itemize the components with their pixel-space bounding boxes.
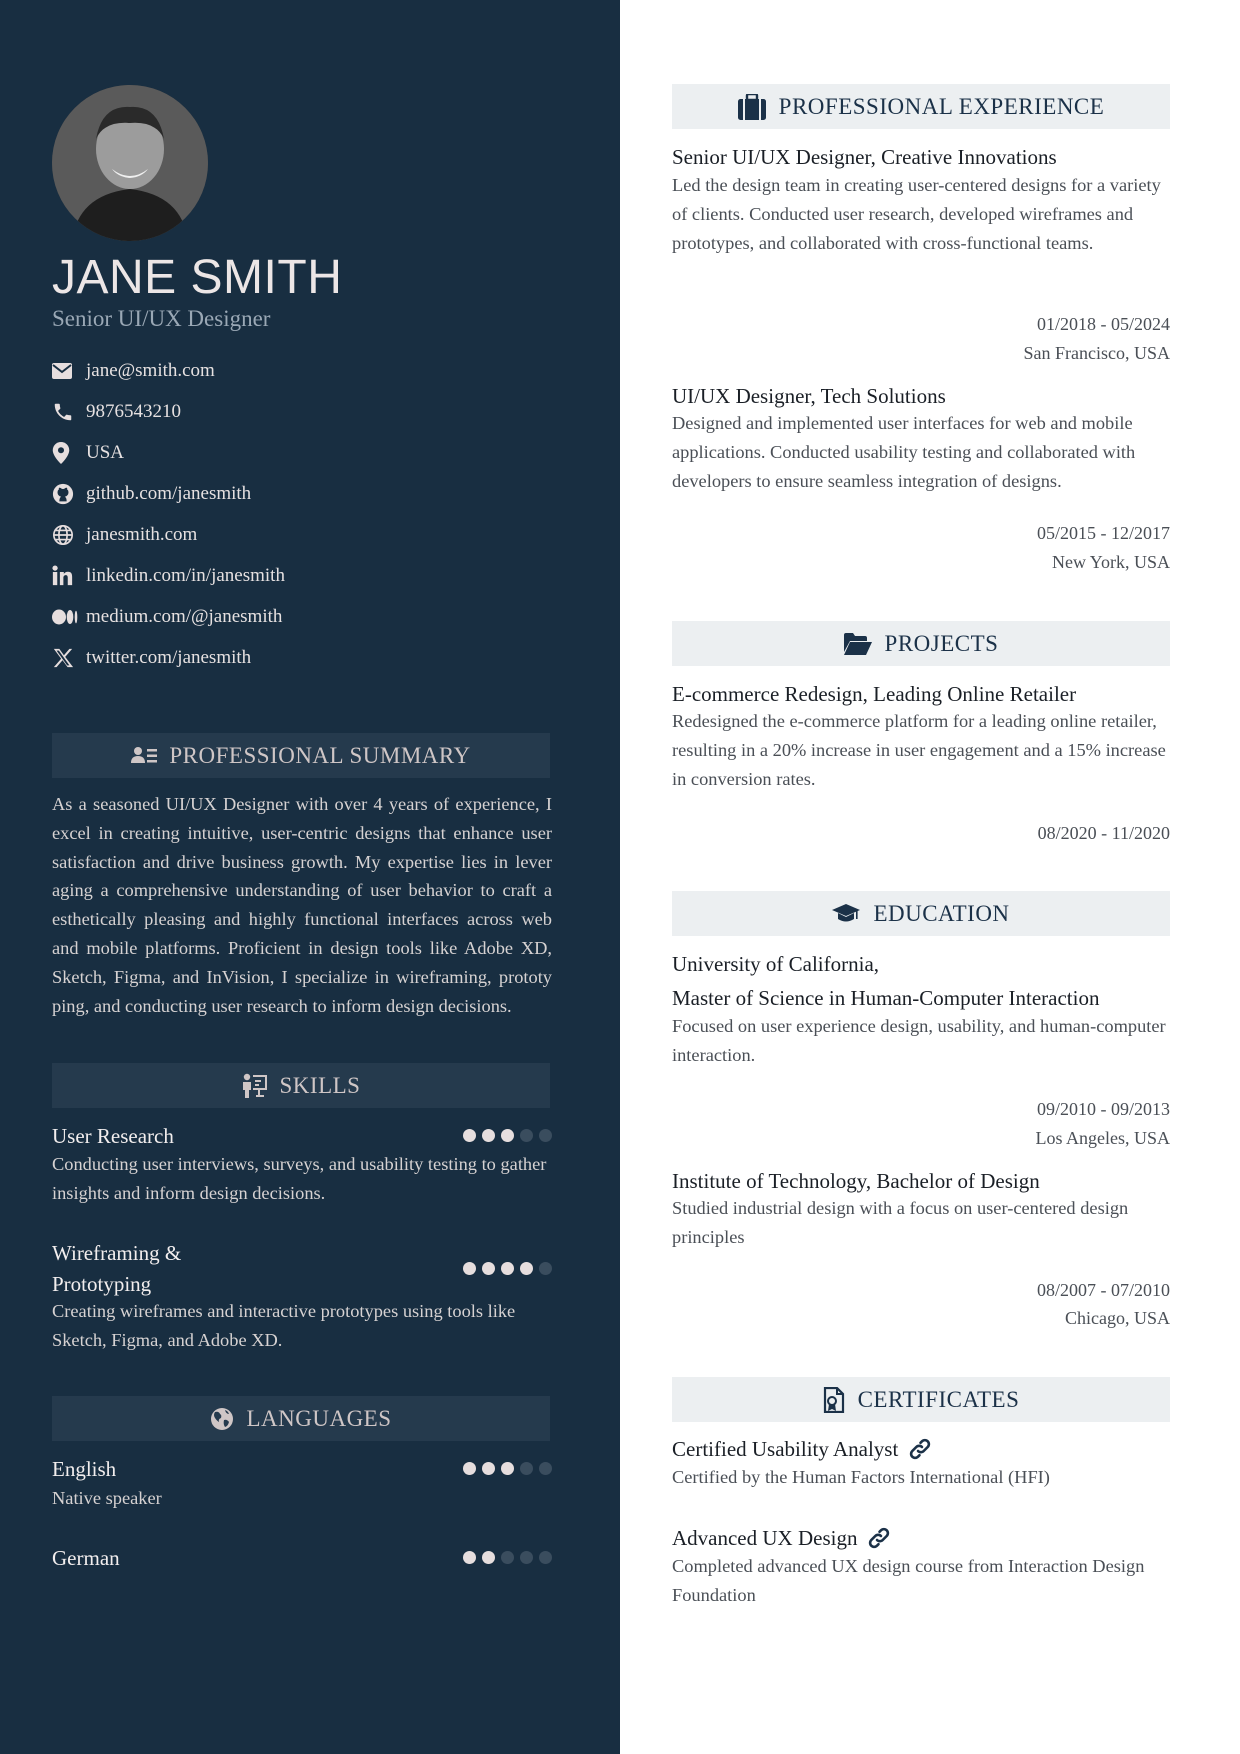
- experience-description: Led the design team in creating user-centered designs for a variety of clients. Conducted user research, developed wireframes and prototypes, and collaborated with cross-functional teams.: [672, 175, 1161, 253]
- briefcase-icon: [738, 94, 766, 120]
- languages-heading: [52, 1396, 550, 1441]
- project-dates: 08/2020 - 11/2020: [1037, 823, 1170, 843]
- education-title: Institute of Technology, Bachelor of Design: [672, 1169, 1040, 1193]
- experience-title: Senior UI/UX Designer, Creative Innovations: [672, 145, 1057, 169]
- rating-dot: [501, 1129, 514, 1142]
- contact-linkedin-text: linkedin.com/in/janesmith: [86, 564, 285, 586]
- link-icon[interactable]: [908, 1437, 932, 1461]
- link-icon[interactable]: [867, 1526, 891, 1550]
- education-description: Studied industrial design with a focus on user-centered design principles: [672, 1198, 1129, 1247]
- rating-dot: [539, 1262, 552, 1275]
- skill-description: Creating wireframes and interactive prototypes using tools like Sketch, Figma, and Adobe XD.: [52, 1301, 516, 1350]
- rating-dot: [539, 1462, 552, 1475]
- rating-dot: [520, 1462, 533, 1475]
- rating-dot: [463, 1262, 476, 1275]
- projects-heading: [672, 621, 1170, 666]
- language-name: English: [52, 1457, 117, 1481]
- education-location: Los Angeles, USA: [1035, 1128, 1170, 1148]
- contact-medium-text: medium.com/@janesmith: [86, 605, 283, 627]
- skill-name-line: Prototyping: [52, 1272, 152, 1296]
- linkedin-icon: [52, 564, 86, 588]
- rating-dot: [482, 1462, 495, 1475]
- project-description: Redesigned the e-commerce platform for a leading online retailer, resulting in a 20% increase in user engagement and a 15% increase in conversion rates.: [672, 711, 1166, 789]
- certificate-title: Certified Usability Analyst: [672, 1437, 899, 1461]
- user-card-icon: [131, 746, 157, 766]
- contact-website-text: janesmith.com: [86, 523, 198, 545]
- contact-github-text: github.com/janesmith: [86, 482, 252, 504]
- contact-twitter-text: twitter.com/janesmith: [86, 646, 252, 668]
- education-heading: [672, 891, 1170, 936]
- certificate-icon: [823, 1387, 845, 1413]
- certificates-heading: [672, 1377, 1170, 1422]
- education-location: Chicago, USA: [1065, 1308, 1170, 1328]
- languages-heading-text: LANGUAGES: [246, 1405, 392, 1431]
- education-description: Focused on user experience design, usability, and human-computer interaction.: [672, 1016, 1166, 1065]
- contact-phone[interactable]: [52, 391, 572, 432]
- contact-phone-text: 9876543210: [86, 400, 181, 422]
- graduation-cap-icon: [832, 904, 860, 924]
- contact-medium[interactable]: [52, 596, 572, 637]
- summary-text: As a seasoned UI/UX Designer with over 4 years of experience, I excel in creating intuitive, user-centric designs that enhance user satisfaction and drive business growth. My expertise lies in lever aging a comprehensive understanding of user behavior to craft a esthetically pleasing and highly functional interfaces across web and mobile platforms. Proficient in design tools like Adobe XD, Sketch, Figma, and InVision, I specialize in wireframing, prototy ping, and conducting user research to inform design decisions.: [52, 794, 552, 1016]
- phone-icon: [52, 400, 86, 424]
- experience-description: Designed and implemented user interfaces for web and mobile applications. Conducted usability testing and collaborated with developers to ensure seamless integration of designs.: [672, 413, 1136, 491]
- experience-dates: 01/2018 - 05/2024: [1037, 314, 1170, 334]
- education-dates: 09/2010 - 09/2013: [1037, 1099, 1170, 1119]
- globe-africa-icon: [210, 1407, 234, 1431]
- github-icon: [52, 482, 86, 506]
- contact-email[interactable]: [52, 350, 572, 391]
- contact-location-text: USA: [86, 441, 125, 463]
- contact-website[interactable]: [52, 514, 572, 555]
- contact-list: [52, 350, 572, 678]
- certificates-heading-text: CERTIFICATES: [857, 1386, 1020, 1412]
- contact-twitter[interactable]: [52, 637, 572, 678]
- certificate-title-row: [672, 1433, 932, 1465]
- rating-dot: [520, 1262, 533, 1275]
- skills-heading-text: SKILLS: [279, 1072, 361, 1098]
- location-icon: [52, 441, 86, 465]
- language-description: Native speaker: [52, 1488, 162, 1508]
- skill-name-line: Wireframing &: [52, 1241, 182, 1265]
- experience-heading: [672, 84, 1170, 129]
- mail-icon: [52, 359, 86, 383]
- education-dates: 08/2007 - 07/2010: [1037, 1280, 1170, 1300]
- person-name: JANE SMITH: [52, 251, 343, 304]
- medium-icon: [52, 605, 86, 629]
- language-rating-german: [463, 1551, 552, 1564]
- education-institution: University of California,: [672, 952, 880, 976]
- contact-github[interactable]: [52, 473, 572, 514]
- rating-dot: [463, 1551, 476, 1564]
- contact-location: [52, 432, 572, 473]
- globe-icon: [52, 523, 86, 547]
- skill-name: [52, 1238, 181, 1300]
- folder-open-icon: [844, 633, 872, 655]
- contact-linkedin[interactable]: [52, 555, 572, 596]
- summary-heading-text: PROFESSIONAL SUMMARY: [169, 742, 471, 768]
- rating-dot: [482, 1551, 495, 1564]
- rating-dot: [463, 1129, 476, 1142]
- experience-location: San Francisco, USA: [1023, 343, 1170, 363]
- certificate-description: Completed advanced UX design course from Interaction Design Foundation: [672, 1556, 1145, 1605]
- rating-dot: [482, 1262, 495, 1275]
- language-rating-english: [463, 1462, 552, 1475]
- rating-dot: [501, 1262, 514, 1275]
- person-role: Senior UI/UX Designer: [52, 306, 271, 331]
- rating-dot: [463, 1462, 476, 1475]
- education-degree: Master of Science in Human-Computer Interaction: [672, 986, 1100, 1010]
- contact-email-text: jane@smith.com: [86, 359, 215, 381]
- summary-heading: [52, 733, 550, 778]
- rating-dot: [539, 1129, 552, 1142]
- avatar: [52, 85, 208, 241]
- rating-dot: [520, 1551, 533, 1564]
- skills-heading: [52, 1063, 550, 1108]
- experience-title: UI/UX Designer, Tech Solutions: [672, 384, 946, 408]
- experience-heading-text: PROFESSIONAL EXPERIENCE: [778, 93, 1105, 119]
- rating-dot: [539, 1551, 552, 1564]
- skill-name: User Research: [52, 1124, 174, 1148]
- projects-heading-text: PROJECTS: [884, 630, 999, 656]
- rating-dot: [482, 1129, 495, 1142]
- experience-dates: 05/2015 - 12/2017: [1037, 523, 1170, 543]
- presenter-icon: [242, 1073, 268, 1099]
- rating-dot: [501, 1462, 514, 1475]
- education-heading-text: EDUCATION: [873, 900, 1010, 926]
- language-name: German: [52, 1546, 120, 1570]
- experience-location: New York, USA: [1051, 552, 1170, 572]
- rating-dot: [501, 1551, 514, 1564]
- certificate-title: Advanced UX Design: [672, 1526, 858, 1550]
- skill-rating-wireframing: [463, 1262, 552, 1275]
- certificate-description: Certified by the Human Factors International (HFI): [672, 1467, 1050, 1487]
- certificate-title-row: [672, 1522, 891, 1554]
- skill-description: Conducting user interviews, surveys, and usability testing to gather insights and inform design decisions.: [52, 1154, 547, 1203]
- project-title: E-commerce Redesign, Leading Online Retailer: [672, 682, 1077, 706]
- x-twitter-icon: [52, 646, 86, 670]
- skill-rating-user-research: [463, 1129, 552, 1142]
- rating-dot: [520, 1129, 533, 1142]
